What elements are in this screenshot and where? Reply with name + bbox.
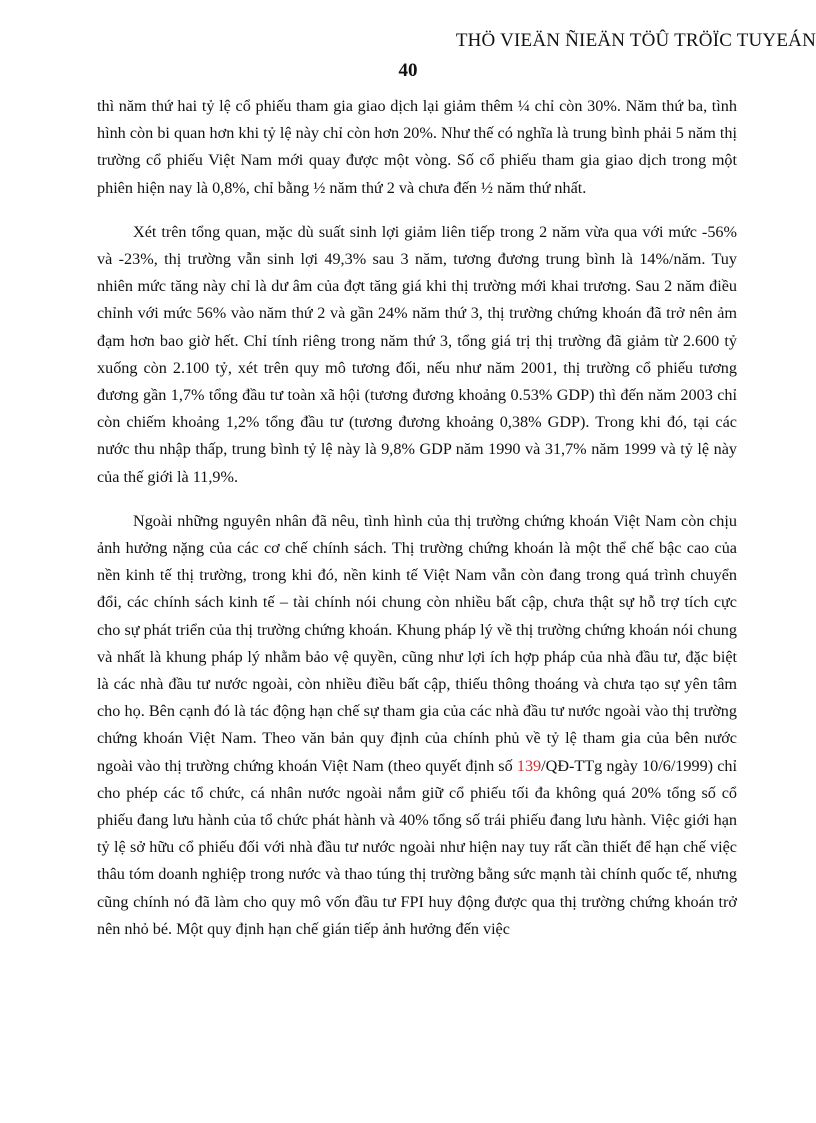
paragraph-policy-causes — [97, 508, 737, 943]
decision-reference-link[interactable]: 139 — [516, 756, 542, 775]
document-body — [97, 93, 737, 960]
paragraph-text-after-link: /QĐ-TTg ngày 10/6/1999) chỉ cho phép các tổ chức, cá nhân nước ngoài nắm giữ cổ phiếu tối đa không quá 20% tổng số cổ phiếu đang lưu hành của tổ chức phát hành và 40% tổng số trái phiếu đang lưu hành. Việc giới hạn tỷ lệ sở hữu cổ phiếu đối với nhà đầu tư nước ngoài như hiện nay tuy rất cần thiết để hạn chế việc thâu tóm doanh nghiệp trong nước và thao túng thị trường bằng sức mạnh tài chính quốc tế, nhưng cũng chính nó đã làm cho quy mô vốn đầu tư FPI huy động được qua thị trường chứng khoán trở nên nhỏ bé. Một quy định hạn chế gián tiếp ảnh hưởng đến việc — [97, 756, 737, 938]
paragraph-text-before-link: Ngoài những nguyên nhân đã nêu, tình hình của thị trường chứng khoán Việt Nam còn chịu ảnh hưởng nặng của các cơ chế chính sách. Thị trường chứng khoán là một thể chế bậc cao của nền kinh tế thị trường, trong khi đó, nền kinh tế Việt Nam vẫn còn đang trong quá trình chuyển đổi, các chính sách kinh tế – tài chính nói chung còn nhiều bất cập, chưa thật sự hỗ trợ tích cực cho sự phát triển của thị trường chứng khoán. Khung pháp lý về thị trường chứng khoán nói chung và nhất là khung pháp lý nhằm bảo vệ quyền, cũng như lợi ích hợp pháp của nhà đầu tư, đặc biệt là các nhà đầu tư nước ngoài, còn nhiều điều bất cập, thiếu thông thoáng và chưa tạo sự yên tâm cho họ. Bên cạnh đó là tác động hạn chế sự tham gia của các nhà đầu tư nước ngoài vào thị trường chứng khoán Việt Nam. Theo văn bản quy định của chính phủ về tỷ lệ tham gia của bên nước ngoài vào thị trường chứng khoán Việt Nam (theo quyết định số — [97, 511, 737, 775]
page-number: 40 — [398, 60, 418, 81]
paragraph-continuation: thì năm thứ hai tỷ lệ cổ phiếu tham gia giao dịch lại giảm thêm ¼ chỉ còn 30%. Năm thứ ba, tình hình còn bi quan hơn khi tỷ lệ này chỉ còn hơn 20%. Như thế có nghĩa là trung bình phải 5 năm thị trường cổ phiếu Việt Nam mới quay được một vòng. Số cổ phiếu tham gia giao dịch trong một phiên hiện nay là 0,8%, chỉ bằng ½ năm thứ 2 và chưa đến ½ năm thứ nhất. — [97, 97, 737, 197]
paragraph-market-overview: Xét trên tổng quan, mặc dù suất sinh lợi giảm liên tiếp trong 2 năm vừa qua với mức -56% và -23%, thị trường vẫn sinh lợi 49,3% sau 3 năm, tương đương trung bình là 14%/năm. Tuy nhiên mức tăng này chỉ là dư âm của đợt tăng giá khi thị trường mới khai trương. Sau 2 năm điều chỉnh với mức 56% vào năm thứ 2 và gần 24% năm thứ 3, thị trường chứng khoán đã trở nên ảm đạm hơn bao giờ hết. Chỉ tính riêng trong năm thứ 3, tổng giá trị thị trường đã giảm từ 2.600 tỷ xuống còn 2.100 tỷ, xét trên quy mô tương đối, nếu như năm 2001, thị trường cổ phiếu tương đương gần 1,7% tổng đầu tư toàn xã hội (tương đương khoảng 0.53% GDP) thì đến năm 2003 chỉ còn chiếm khoảng 1,2% tổng đầu tư (tương đương khoảng 0,38% GDP). Trong khi đó, tại các nước thu nhập thấp, trung bình tỷ lệ này là 9,8% GDP năm 1990 và 31,7% năm 1999 và tỷ lệ này của thế giới là 11,9%. — [97, 222, 737, 486]
running-header: THÖ VIEÄN ÑIEÄN TÖÛ TRÖÏC TUYEÁN — [455, 30, 816, 51]
